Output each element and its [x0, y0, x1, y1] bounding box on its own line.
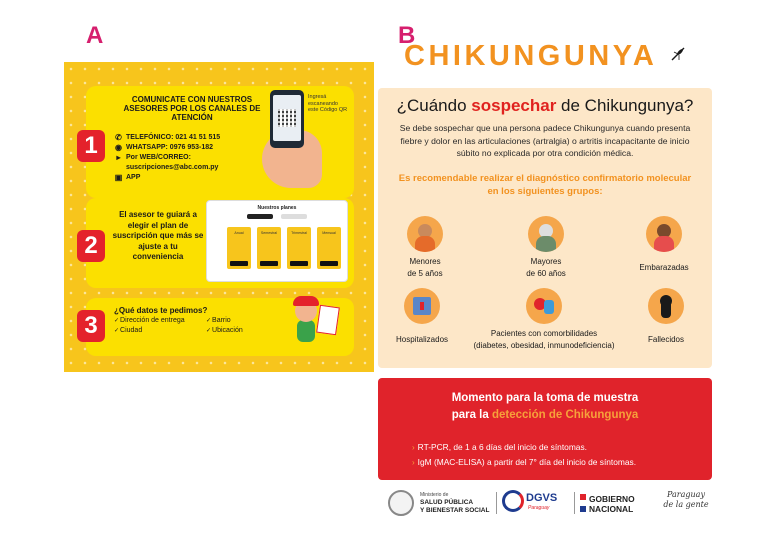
step-card-data — [86, 298, 354, 356]
dgvs-logo-text: DGVS — [526, 492, 558, 504]
pregnant-icon — [646, 216, 682, 252]
device-shape — [544, 300, 554, 314]
group-deceased — [636, 288, 696, 346]
elderly-body — [536, 236, 556, 252]
whatsapp-icon: ◉ — [115, 142, 122, 152]
child-body — [415, 236, 435, 252]
check-icon: ✓ — [114, 328, 120, 334]
phone-icon: ✆ — [115, 132, 122, 142]
group-label-sub: (diabetes, obesidad, inmunodeficiencia) — [473, 341, 615, 350]
phone-screen — [273, 95, 301, 141]
government-logo-text — [589, 494, 635, 514]
app-label: APP — [126, 173, 141, 181]
dgvs-logo-sub: Paraguay — [528, 505, 550, 511]
mouse-icon: ▸ — [116, 152, 121, 162]
dgvs-logo-icon — [502, 490, 524, 512]
plan-name: Semestral — [260, 231, 278, 235]
panel-label-a: A — [86, 22, 104, 49]
suspicion-question — [378, 96, 712, 116]
email-line — [114, 162, 274, 172]
hospital-icon — [404, 288, 440, 324]
plan-button-icon — [230, 261, 248, 266]
plan-button-icon — [290, 261, 308, 266]
group-label: Fallecidos — [647, 335, 684, 344]
comorbidity-icon — [526, 288, 562, 324]
mosquito-icon — [670, 46, 686, 62]
panel-label-b: B — [398, 22, 416, 49]
paraguay-line1: Paraguay — [667, 490, 705, 499]
flyer-illustration — [316, 305, 340, 336]
pregnant-body — [654, 236, 674, 252]
whatsapp-line — [114, 142, 274, 152]
step-card-contact — [86, 86, 354, 198]
data-item — [206, 326, 254, 336]
web-line — [114, 152, 274, 162]
ministry-line2: Y BIENESTAR SOCIAL — [420, 507, 490, 514]
plans-screen-title: Nuestros planes — [257, 205, 297, 211]
data-item — [114, 326, 206, 336]
group-label: Pacientes con comorbilidades — [490, 329, 598, 338]
logo-divider — [496, 492, 497, 514]
plan-button-icon — [320, 261, 338, 266]
plans-toggle-icon — [281, 214, 307, 219]
plan-card — [287, 227, 311, 269]
arrow-icon: › — [412, 458, 415, 467]
plan-guide-text: El asesor te guiará a elegir el plan de suscripción que más se ajuste a tu conveniencia — [112, 210, 204, 261]
data-item-label: Ciudad — [120, 327, 143, 334]
subscription-panel — [64, 62, 374, 372]
step-card-plan — [86, 198, 354, 288]
phone-illustration — [270, 90, 304, 148]
mascot-illustration — [292, 294, 318, 346]
sampling-title-line1: Momento para la toma de muestra — [451, 392, 639, 404]
question-suffix: de Chikungunya? — [556, 96, 694, 115]
ministry-line1: SALUD PÚBLICA — [420, 499, 474, 506]
group-label-sub: de 60 años — [526, 269, 566, 278]
mourning-ribbon-icon — [648, 288, 684, 324]
group-label: Mayores — [530, 257, 562, 266]
data-item-label: Ubicación — [212, 327, 243, 334]
check-icon: ✓ — [206, 318, 212, 324]
qr-code-pattern — [278, 109, 296, 127]
plan-name: Mensual — [322, 231, 336, 235]
question-highlight: sospechar — [471, 96, 557, 115]
plan-name: Trimestral — [291, 231, 307, 235]
plans-screen-illustration — [206, 200, 348, 282]
government-line1: GOBIERNO — [589, 494, 635, 504]
app-icon: ▣ — [114, 172, 123, 182]
group-label: Menores — [409, 257, 441, 266]
disease-title: CHIKUNGUNYA — [404, 40, 658, 72]
contact-title: COMUNICATE CON NUESTROS ASESORES POR LOS CANALES DE ATENCIÓN — [123, 95, 261, 122]
ribbon-tails — [661, 304, 671, 318]
data-item-label: Dirección de entrega — [120, 317, 185, 324]
sampling-box — [378, 378, 712, 480]
hospital-cross — [420, 302, 424, 310]
plan-card — [257, 227, 281, 269]
qr-note: Ingresá escaneando este Código QR — [308, 94, 348, 113]
phone-line — [114, 132, 274, 142]
group-hospitalized — [388, 288, 456, 346]
question-prefix: ¿Cuándo — [396, 96, 472, 115]
sampling-item-text: IgM (MAC-ELISA) a partir del 7° día del inicio de síntomas. — [417, 457, 637, 467]
group-label: Hospitalizados — [395, 335, 449, 344]
mascot-body — [297, 320, 315, 342]
sampling-item — [412, 440, 636, 455]
ministry-logo-text — [420, 491, 489, 515]
app-line — [114, 172, 274, 182]
plan-button-icon — [260, 261, 278, 266]
paraguay-line2: de la gente — [663, 500, 709, 509]
ministry-small: Ministerio de — [420, 492, 449, 498]
sampling-title-highlight: detección de Chikungunya — [491, 409, 639, 421]
government-line2: NACIONAL — [589, 504, 634, 514]
sampling-title-prefix: para la — [451, 409, 492, 421]
child-icon — [407, 216, 443, 252]
footer-logos — [388, 486, 718, 520]
plans-toggle-icon — [247, 214, 273, 219]
whatsapp-label: WHATSAPP: 0976 953-182 — [126, 143, 214, 151]
plan-name: Anual — [234, 231, 244, 235]
contact-lines — [114, 132, 274, 182]
data-title: ¿Qué datos te pedimos? — [114, 306, 208, 315]
step-number-badge: 1 — [77, 130, 105, 162]
logo-divider — [574, 492, 575, 514]
plan-card — [227, 227, 251, 269]
phone-label: TELEFÓNICO: 021 41 51 515 — [126, 133, 221, 141]
recommendation-text: Es recomendable realizar el diagnóstico confirmatorio molecular en los siguientes grupos: — [398, 173, 692, 197]
ministry-seal-icon — [388, 490, 414, 516]
group-comorbidities — [464, 288, 624, 352]
paraguay-brand-text — [658, 490, 714, 510]
sampling-title — [378, 390, 712, 424]
data-item — [114, 316, 206, 326]
mascot-hat — [293, 296, 319, 306]
check-icon: ✓ — [114, 318, 120, 324]
sampling-list — [412, 440, 636, 470]
step-number-badge: 3 — [77, 310, 105, 342]
data-items — [114, 316, 254, 336]
plan-card — [317, 227, 341, 269]
email-address: suscripciones@abc.com.py — [126, 163, 219, 171]
data-item-label: Barrio — [212, 317, 231, 324]
step-number-badge: 2 — [77, 230, 105, 262]
group-elderly — [516, 216, 576, 280]
group-pregnant — [632, 216, 696, 274]
suspicion-box — [378, 88, 712, 368]
group-label: Embarazadas — [639, 263, 689, 272]
arrow-icon: › — [412, 443, 415, 452]
data-item — [206, 316, 254, 326]
flag-icon — [580, 494, 586, 512]
check-icon: ✓ — [206, 328, 212, 334]
group-label-sub: de 5 años — [407, 269, 443, 278]
sampling-title-line2 — [378, 407, 712, 424]
group-children — [400, 216, 450, 280]
sampling-item — [412, 455, 636, 470]
web-label: Por WEB/CORREO: — [126, 153, 191, 161]
suspicion-description: Se debe sospechar que una persona padece Chikungunya cuando presenta fiebre y dolor en las articulaciones (artralgia) o artritis incapacitante de inicio súbito no explicada por otra condición médica. — [399, 123, 691, 158]
elderly-icon — [528, 216, 564, 252]
sampling-item-text: RT-PCR, de 1 a 6 días del inicio de síntomas. — [417, 442, 587, 452]
